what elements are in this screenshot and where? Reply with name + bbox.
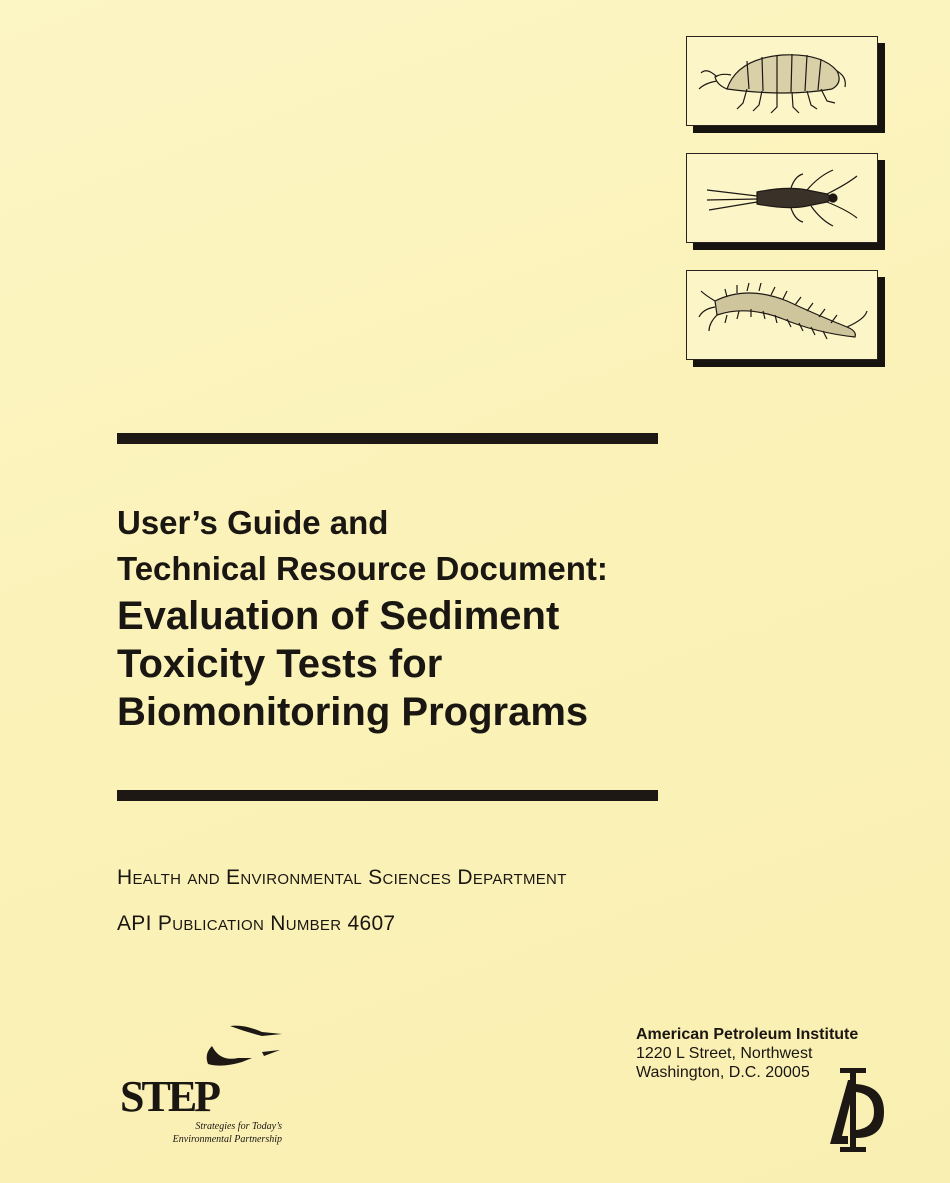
api-logo-icon bbox=[818, 1066, 888, 1154]
api-logo bbox=[818, 1066, 888, 1154]
title-line: Technical Resource Document: bbox=[117, 550, 608, 587]
bottom-rule bbox=[117, 790, 658, 801]
step-tagline: Strategies for Today’s Environmental Partnership bbox=[172, 1121, 282, 1145]
publication-number: API Publication Number 4607 bbox=[117, 912, 396, 935]
publisher-street: 1220 L Street, Northwest bbox=[636, 1045, 813, 1062]
amphipod-image bbox=[686, 36, 878, 126]
mayfly-nymph-image bbox=[686, 153, 878, 243]
publisher-name: American Petroleum Institute bbox=[636, 1026, 859, 1043]
polychaete-worm-image bbox=[686, 270, 878, 360]
step-wordmark: STEP bbox=[120, 1072, 219, 1121]
title-line: Evaluation of Sediment bbox=[117, 594, 560, 638]
worm-icon bbox=[687, 271, 877, 359]
department-name: Health and Environmental Sciences Department bbox=[117, 866, 567, 889]
mayfly-nymph-icon bbox=[687, 154, 877, 242]
amphipod-icon bbox=[687, 37, 877, 125]
document-title bbox=[117, 500, 757, 736]
title-line: Biomonitoring Programs bbox=[117, 690, 589, 734]
title-line: User’s Guide and bbox=[117, 504, 389, 541]
top-rule bbox=[117, 433, 658, 444]
title-line: Toxicity Tests for bbox=[117, 642, 443, 686]
publisher-city: Washington, D.C. 20005 bbox=[636, 1064, 810, 1081]
step-logo bbox=[112, 1018, 312, 1158]
